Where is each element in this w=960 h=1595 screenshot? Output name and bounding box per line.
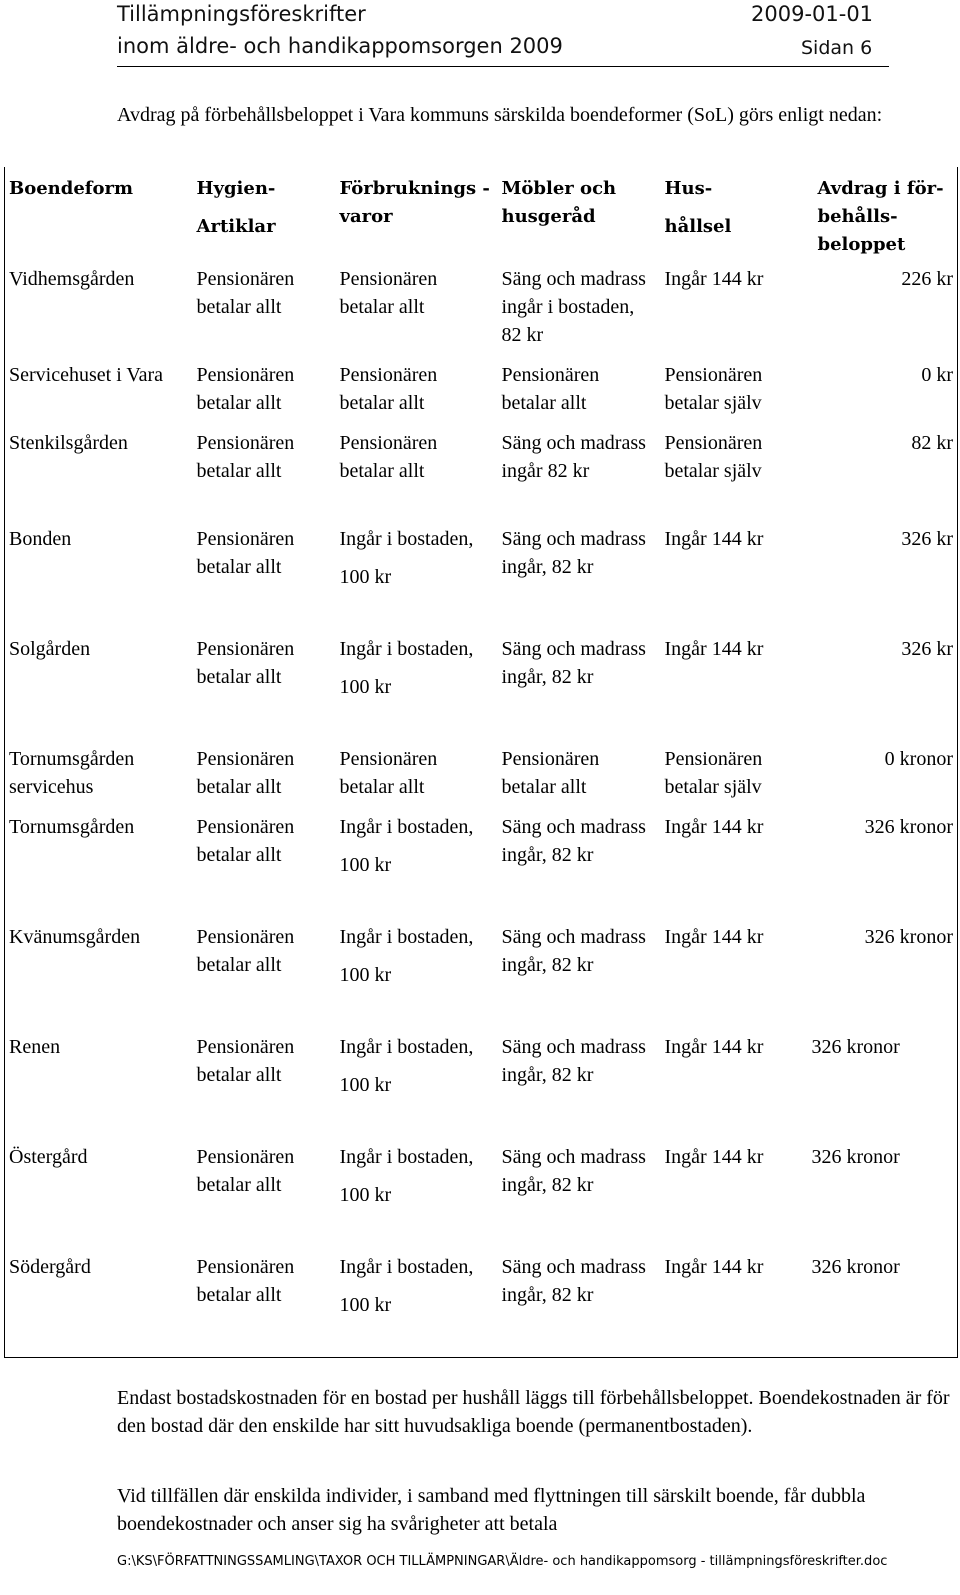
- mobler-cell: [498, 259, 661, 355]
- table-row: [5, 423, 958, 519]
- avdrag-cell-text: 326 kronor: [811, 1256, 900, 1278]
- forbruk-cell: [336, 519, 498, 629]
- boendeform-cell-text: Kvänumsgården: [9, 926, 141, 948]
- mobler-cell-text: Säng och madrass ingår 82 kr: [501, 432, 646, 482]
- avdrag-cell: [808, 355, 958, 423]
- boendeform-cell: [5, 629, 193, 739]
- header-hus-line1: Hus-: [664, 178, 713, 199]
- boendeform-cell: [5, 355, 193, 423]
- table-row: [5, 807, 958, 917]
- mobler-cell: [498, 629, 661, 739]
- forbruk-amount: 100 kr: [339, 964, 392, 986]
- table-row: [5, 917, 958, 1027]
- table-row: [5, 1027, 958, 1137]
- hygien-cell: [193, 519, 336, 629]
- mobler-cell: [498, 1137, 661, 1247]
- header-title-line1: Tillämpningsföreskrifter: [117, 2, 366, 26]
- boendeform-cell-text: Vidhemsgården: [9, 268, 135, 290]
- forbruk-cell-text: Ingår i bostaden,: [339, 1146, 474, 1168]
- document-path: G:\KS\FÖRFATTNINGSSAMLING\TAXOR OCH TILLÄMPNINGAR\Äldre- och handikappomsorg - tillämpningsföreskrifter.doc: [117, 1554, 888, 1569]
- hushallsel-cell-text: Pensionären betalar själv: [664, 432, 763, 482]
- hygien-cell: [193, 629, 336, 739]
- hygien-cell: [193, 739, 336, 807]
- table-row: [5, 1137, 958, 1247]
- forbruk-cell-text: Ingår i bostaden,: [339, 638, 474, 660]
- boendeform-cell: [5, 807, 193, 917]
- forbruk-cell-text: Ingår i bostaden,: [339, 1036, 474, 1058]
- hygien-cell-text: Pensionären betalar allt: [196, 364, 295, 414]
- hygien-cell: [193, 259, 336, 355]
- header-rule: [117, 66, 889, 67]
- avdrag-cell-text: 82 kr: [911, 432, 953, 454]
- forbruk-cell-text: Pensionären betalar allt: [339, 748, 438, 798]
- hushallsel-cell-text: Pensionären betalar själv: [664, 364, 763, 414]
- hushallsel-cell: [661, 807, 808, 917]
- mobler-cell: [498, 1247, 661, 1357]
- hushallsel-cell: [661, 739, 808, 807]
- forbruk-cell: [336, 917, 498, 1027]
- hushallsel-cell-text: Ingår 144 kr: [664, 1036, 764, 1058]
- forbruk-cell-text: Pensionären betalar allt: [339, 432, 438, 482]
- hushallsel-cell: [661, 259, 808, 355]
- hushallsel-cell-text: Ingår 144 kr: [664, 638, 764, 660]
- mobler-cell: [498, 423, 661, 519]
- avdrag-cell: [808, 1137, 958, 1247]
- boendeform-cell: [5, 917, 193, 1027]
- boendeform-cell: [5, 423, 193, 519]
- hushallsel-cell-text: Ingår 144 kr: [664, 1146, 764, 1168]
- hygien-cell: [193, 1027, 336, 1137]
- hushallsel-cell: [661, 1137, 808, 1247]
- forbruk-amount: 100 kr: [339, 1294, 392, 1316]
- forbruk-cell: [336, 355, 498, 423]
- mobler-cell-text: Säng och madrass ingår i bostaden, 82 kr: [501, 268, 646, 346]
- boendeform-cell-text: Stenkilsgården: [9, 432, 128, 454]
- mobler-cell: [498, 917, 661, 1027]
- forbruk-cell: [336, 259, 498, 355]
- avdrag-cell-text: 0 kr: [921, 364, 953, 386]
- header-hushallsel: [661, 167, 808, 259]
- forbruk-amount: 100 kr: [339, 566, 392, 588]
- forbruk-cell-text: Ingår i bostaden,: [339, 816, 474, 838]
- footer-note-2: Vid tillfällen där enskilda individer, i samband med flyttningen till särskilt boende, får dubbla boendekostnader och anser sig ha svårigheter att betala: [117, 1485, 866, 1535]
- hushallsel-cell: [661, 917, 808, 1027]
- avdrag-cell: [808, 423, 958, 519]
- avdrag-cell-text: 326 kronor: [811, 1146, 900, 1168]
- forbruk-cell-text: Ingår i bostaden,: [339, 926, 474, 948]
- hygien-cell-text: Pensionären betalar allt: [196, 1036, 295, 1086]
- header-hygien-line1: Hygien-: [196, 178, 276, 199]
- hygien-cell: [193, 917, 336, 1027]
- mobler-cell: [498, 519, 661, 629]
- mobler-cell-text: Pensionären betalar allt: [501, 364, 600, 414]
- mobler-cell: [498, 355, 661, 423]
- avdrag-cell: [808, 1247, 958, 1357]
- mobler-cell-text: Säng och madrass ingår, 82 kr: [501, 528, 646, 578]
- mobler-cell-text: Säng och madrass ingår, 82 kr: [501, 638, 646, 688]
- header-hus-line2: hållsel: [664, 216, 732, 237]
- header-date: 2009-01-01: [751, 2, 874, 26]
- forbruk-cell: [336, 807, 498, 917]
- table-row: [5, 355, 958, 423]
- header-boendeform: Boendeform: [9, 178, 134, 199]
- hygien-cell-text: Pensionären betalar allt: [196, 638, 295, 688]
- avdrag-cell-text: 0 kronor: [884, 748, 953, 770]
- hushallsel-cell-text: Ingår 144 kr: [664, 816, 764, 838]
- forbruk-cell-text: Pensionären betalar allt: [339, 364, 438, 414]
- mobler-cell-text: Säng och madrass ingår, 82 kr: [501, 1036, 646, 1086]
- hushallsel-cell: [661, 519, 808, 629]
- avdrag-cell-text: 326 kronor: [864, 816, 953, 838]
- hushallsel-cell-text: Ingår 144 kr: [664, 1256, 764, 1278]
- hygien-cell-text: Pensionären betalar allt: [196, 1146, 295, 1196]
- hygien-cell-text: Pensionären betalar allt: [196, 432, 295, 482]
- table-row: [5, 1247, 958, 1357]
- boendeform-cell-text: Östergård: [9, 1146, 88, 1168]
- hygien-cell-text: Pensionären betalar allt: [196, 528, 295, 578]
- mobler-cell: [498, 1027, 661, 1137]
- table-row: [5, 739, 958, 807]
- forbruk-cell: [336, 629, 498, 739]
- footer-note-1: Endast bostadskostnaden för en bostad per hushåll läggs till förbehållsbeloppet. Boendekostnaden är för den bostad där den enskilde har sitt huvudsakliga boende (permanentbostaden).: [117, 1387, 950, 1437]
- hygien-cell-text: Pensionären betalar allt: [196, 748, 295, 798]
- hygien-cell: [193, 355, 336, 423]
- hushallsel-cell: [661, 1027, 808, 1137]
- boendeform-cell-text: Tornumsgården servicehus: [9, 748, 135, 798]
- mobler-cell: [498, 739, 661, 807]
- forbruk-amount: 100 kr: [339, 1184, 392, 1206]
- forbruk-cell-text: Ingår i bostaden,: [339, 528, 474, 550]
- forbruk-cell-text: Ingår i bostaden,: [339, 1256, 474, 1278]
- hygien-cell-text: Pensionären betalar allt: [196, 926, 295, 976]
- avdrag-cell-text: 326 kronor: [864, 926, 953, 948]
- hushallsel-cell: [661, 423, 808, 519]
- forbruk-cell: [336, 1247, 498, 1357]
- forbruk-amount: 100 kr: [339, 676, 392, 698]
- mobler-cell-text: Säng och madrass ingår, 82 kr: [501, 1256, 646, 1306]
- mobler-cell-text: Säng och madrass ingår, 82 kr: [501, 816, 646, 866]
- hygien-cell: [193, 1247, 336, 1357]
- avdrag-cell: [808, 519, 958, 629]
- hushallsel-cell-text: Ingår 144 kr: [664, 268, 764, 290]
- mobler-cell-text: Säng och madrass ingår, 82 kr: [501, 1146, 646, 1196]
- hushallsel-cell: [661, 629, 808, 739]
- boendeform-cell: [5, 1027, 193, 1137]
- hushallsel-cell-text: Ingår 144 kr: [664, 926, 764, 948]
- boendeform-cell: [5, 739, 193, 807]
- intro-paragraph: Avdrag på förbehållsbeloppet i Vara kommuns särskilda boendeformer (SoL) görs enligt nedan:: [117, 104, 883, 126]
- table-row: [5, 519, 958, 629]
- header-title-line2: inom äldre- och handikappomsorgen 2009: [117, 34, 563, 58]
- hygien-cell-text: Pensionären betalar allt: [196, 1256, 295, 1306]
- deduction-table: [4, 167, 958, 1358]
- avdrag-cell-text: 326 kr: [901, 528, 953, 550]
- avdrag-cell: [808, 917, 958, 1027]
- mobler-cell-text: Säng och madrass ingår, 82 kr: [501, 926, 646, 976]
- hushallsel-cell-text: Ingår 144 kr: [664, 528, 764, 550]
- avdrag-cell: [808, 1027, 958, 1137]
- header-hygien-line2: Artiklar: [196, 216, 276, 237]
- hushallsel-cell: [661, 355, 808, 423]
- boendeform-cell-text: Renen: [9, 1036, 61, 1058]
- table-header-row: [5, 167, 958, 259]
- avdrag-cell-text: 226 kr: [901, 268, 953, 290]
- avdrag-cell: [808, 807, 958, 917]
- avdrag-cell: [808, 739, 958, 807]
- forbruk-cell-text: Pensionären betalar allt: [339, 268, 438, 318]
- forbruk-cell: [336, 1027, 498, 1137]
- boendeform-cell: [5, 1137, 193, 1247]
- forbruk-cell: [336, 739, 498, 807]
- boendeform-cell: [5, 259, 193, 355]
- boendeform-cell-text: Bonden: [9, 528, 72, 550]
- boendeform-cell: [5, 1247, 193, 1357]
- header-page-number: Sidan 6: [801, 37, 873, 59]
- avdrag-cell-text: 326 kr: [901, 638, 953, 660]
- hygien-cell: [193, 423, 336, 519]
- hushallsel-cell: [661, 1247, 808, 1357]
- header-avdrag: Avdrag i för-behålls-beloppet: [817, 178, 944, 255]
- hygien-cell-text: Pensionären betalar allt: [196, 816, 295, 866]
- header-forbrukningsvaror: Förbruknings -varor: [339, 178, 490, 227]
- boendeform-cell: [5, 519, 193, 629]
- hygien-cell: [193, 807, 336, 917]
- forbruk-amount: 100 kr: [339, 1074, 392, 1096]
- header-hygien: [193, 167, 336, 259]
- avdrag-cell-text: 326 kronor: [811, 1036, 900, 1058]
- header-mobler: Möbler och husgeråd: [501, 178, 617, 227]
- forbruk-amount: 100 kr: [339, 854, 392, 876]
- hygien-cell: [193, 1137, 336, 1247]
- boendeform-cell-text: Servicehuset i Vara: [9, 364, 164, 386]
- mobler-cell-text: Pensionären betalar allt: [501, 748, 600, 798]
- avdrag-cell: [808, 259, 958, 355]
- forbruk-cell: [336, 423, 498, 519]
- avdrag-cell: [808, 629, 958, 739]
- table-row: [5, 259, 958, 355]
- hushallsel-cell-text: Pensionären betalar själv: [664, 748, 763, 798]
- boendeform-cell-text: Tornumsgården: [9, 816, 135, 838]
- boendeform-cell-text: Södergård: [9, 1256, 91, 1278]
- mobler-cell: [498, 807, 661, 917]
- boendeform-cell-text: Solgården: [9, 638, 91, 660]
- hygien-cell-text: Pensionären betalar allt: [196, 268, 295, 318]
- table-row: [5, 629, 958, 739]
- forbruk-cell: [336, 1137, 498, 1247]
